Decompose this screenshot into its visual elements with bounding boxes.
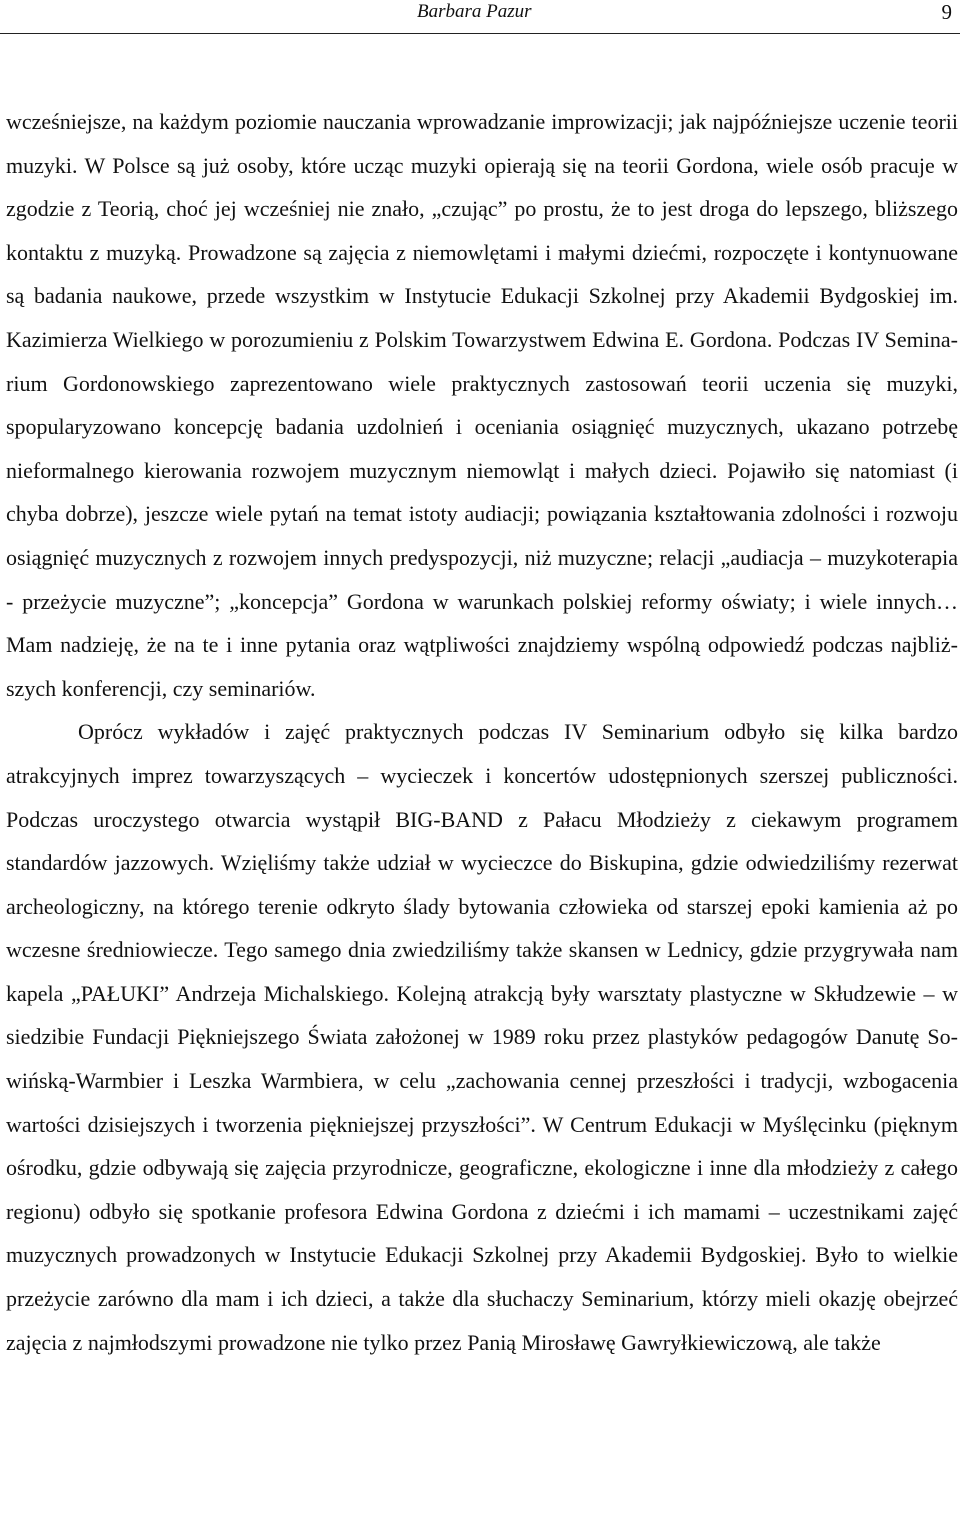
page-header [0, 0, 960, 34]
header-author: Barbara Pazur [417, 1, 532, 22]
paragraph-excursions: Oprócz wykładów i zajęć praktycznych podczas IV Seminarium odbyło się kilka bardzo atrakcyjnych imprez towarzyszących – wycieczek i koncertów udostępnionych szerszej publiczności. Podczas uroczystego otwarcia wystąpił BIG-BAND z Pałacu Młodzieży z ciekawym programem standardów jazzowych. Wzięliśmy także udział w wycieczce do Biskupina, gdzie odwiedziliśmy rezerwat archeologiczny, na którego terenie odkryto ślady bytowania człowieka od starszej epoki kamienia aż po wczesne średniowiecze. Tego samego dnia zwiedziliśmy także skansen w Lednicy, gdzie przygrywała nam kapela „PAŁUKI” Andrzeja Michalskiego. Kolejną atrakcją były warsztaty plastyczne w Skłudzewie – w siedzibie Fundacji Piękniejszego Świata założonej w 1989 roku przez plastyków pedagogów Danutę Sowińską-Warmbier i Leszka Warmbiera, w celu „zachowania cennej przeszłości i tradycji, wzbogacenia wartości dzisiejszych i tworzenia piękniejszej przyszłości”. W Centrum Edukacji w Myślęcinku (pięknym ośrodku, gdzie odbywają się zajęcia przyrodnicze, geograficzne, ekologiczne i inne dla młodzieży z całego regionu) odbyło się spotkanie profesora Edwina Gordona z dziećmi i ich mamami – uczestnikami zajęć muzycznych prowadzonych w Instytucie Edukacji Szkolnej przy Akademii Bydgoskiej. Było to wielkie przeżycie zarówno dla mam i ich dzieci, a także dla słuchaczy Seminarium, którzy mieli okazję obejrzeć zajęcia z najmłodszymi prowadzone nie tylko przez Panią Mirosławę Gawryłkiewiczową, ale także [6, 719, 958, 1355]
body-text [6, 100, 958, 1364]
paragraph-continuation: wcześniejsze, na każdym poziomie nauczania wprowadzanie improwizacji; jak najpóźniejsze uczenie teorii muzyki. W Polsce są już osoby, które ucząc muzyki opierają się na teorii Gordona, wiele osób pracuje w zgodzie z Teorią, choć jej wcześniej nie znało, „czując” po prostu, że to jest droga do lepszego, bliższego kontaktu z muzyką. Prowadzone są zajęcia z niemowlętami i małymi dziećmi, rozpoczęte i kontynuowane są badania naukowe, przede wszystkim w Instytucie Edukacji Szkolnej przy Akademii Bydgoskiej im. Kazimierza Wielkiego w porozumieniu z Polskim Towarzystwem Edwina E. Gordona. Podczas IV Seminarium Gordonowskiego zaprezentowano wiele praktycznych zastosowań teorii uczenia się muzyki, spopularyzowano koncepcję badania uzdolnień i oceniania osiągnięć muzycznych, ukazano potrzebę nieformalnego kierowania rozwojem muzycznym niemowląt i małych dzieci. Pojawiło się natomiast (i chyba dobrze), jeszcze wiele pytań na temat istoty audiacji; powiązania kształtowania zdolności i rozwoju osiągnięć muzycznych z rozwojem innych predyspozycji, niż muzyczne; relacji „audiacja – muzykoterapia - przeżycie muzyczne”; „koncepcja” Gordona w warunkach polskiej reformy oświaty; i wiele innych… Mam nadzieję, że na te i inne pytania oraz wątpliwości znajdziemy wspólną odpowiedź podczas najbliższych konferencji, czy seminariów. [6, 109, 958, 701]
page-number: 9 [941, 0, 952, 24]
